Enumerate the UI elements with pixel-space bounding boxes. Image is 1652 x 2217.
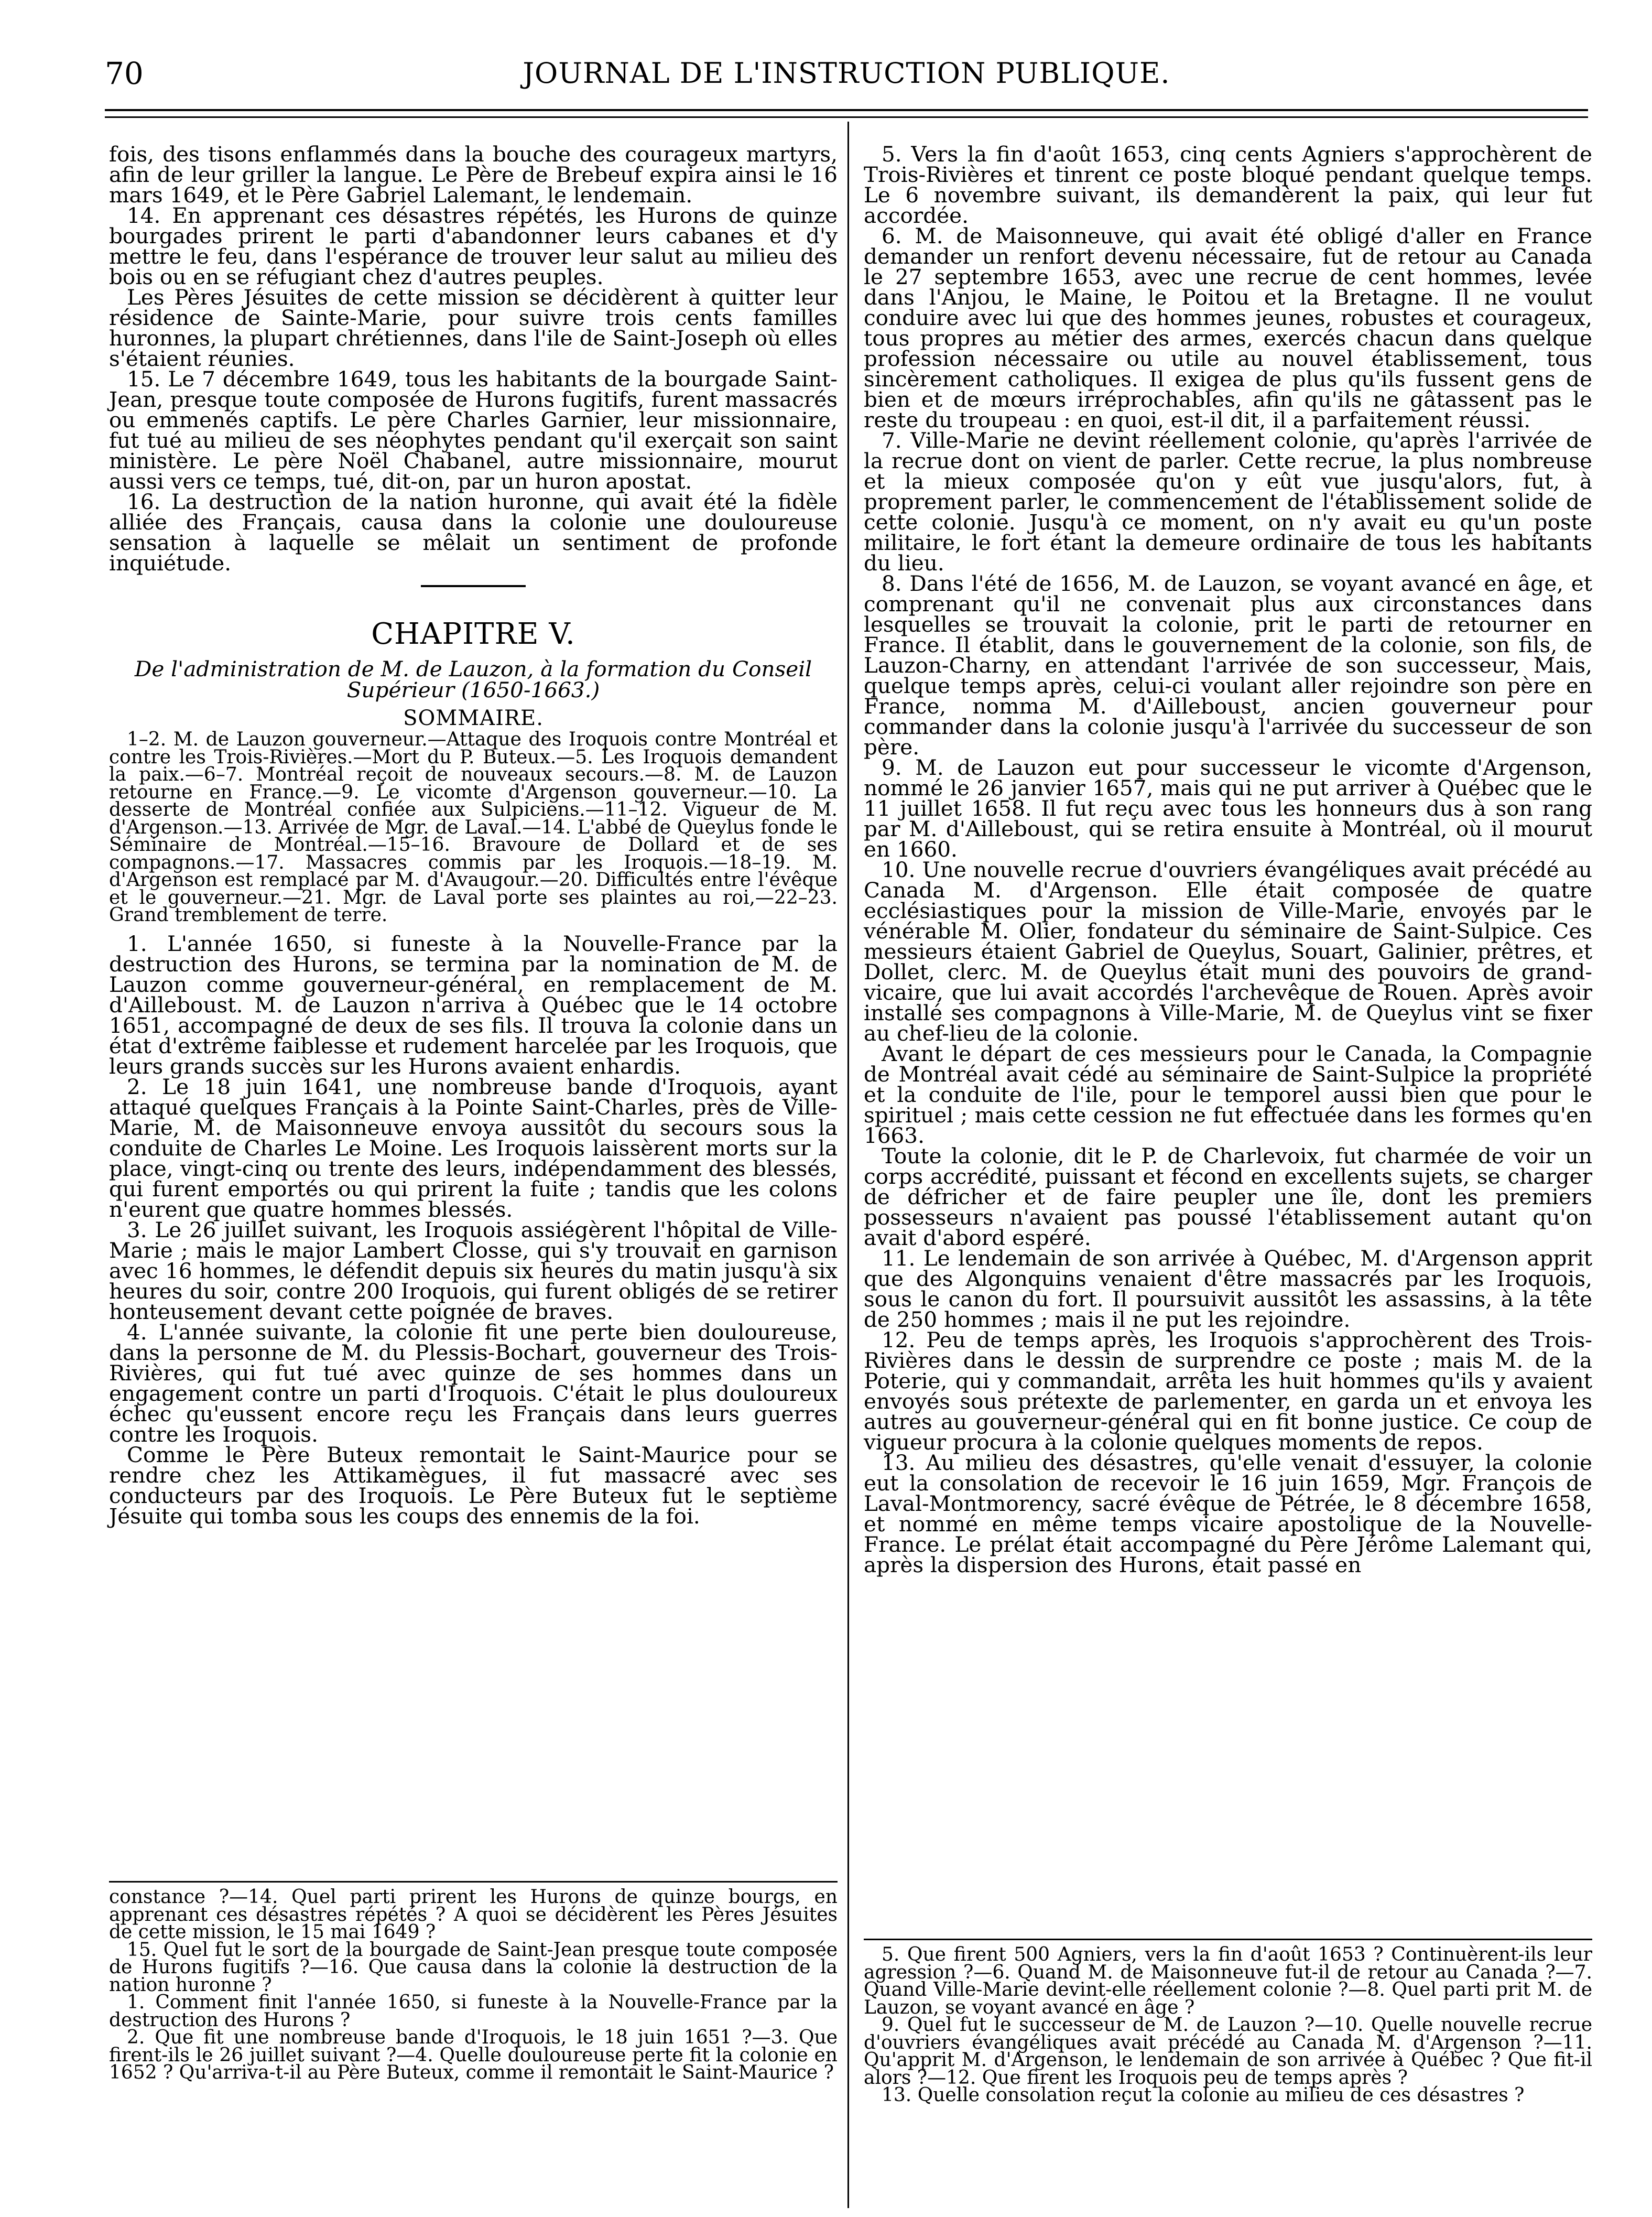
question: constance ?—14. Quel parti prirent les Hurons de quinze bourgs, en apprenant ces désastres répétés ? A quoi se décidèrent les Pères Jésuites de cette mission, le 15 mai 1649 ? — [109, 1886, 838, 1943]
question: 1. Comment finit l'année 1650, si funeste à la Nouvelle-France par la destruction des Hurons ? — [109, 1992, 838, 2031]
paragraph: 16. La destruction de la nation huronne, qui avait été la fidèle alliée des Français, causa dans la colonie une douloureuse sensation à laquelle se mêlait un sentiment de profonde inquiétude. — [109, 489, 838, 576]
chapter-title: CHAPITRE V. — [371, 617, 575, 651]
question: 15. Quel fut le sort de la bourgade de Saint-Jean presque toute composée de Hurons fugitifs ?—16. Que causa dans la colonie la destruction de la nation huronne ? — [109, 1939, 838, 1996]
question: 5. Que firent 500 Agniers, vers la fin d'août 1653 ? Continuèrent-ils leur agression ?—6. Quand M. de Maisonneuve fut-il de retour au Canada ?—7. Quand Ville-Marie devint-elle réellement colonie ?—8. Quel parti prit M. de Lauzon, se voyant avancé en âge ? — [864, 1944, 1592, 2018]
paragraph: 12. Peu de temps après, les Iroquois s'approchèrent des Trois-Rivières dans le dessin de surprendre ce poste ; mais M. de la Poterie, qui y commandait, arrêta les huit hommes qu'ils y avaient envoyés sous prétexte de parlementer, en garda un et envoya les autres au gouverneur-général qui en fit bonne justice. Ce coup de vigueur procura à la colonie quelques moments de repos. — [864, 1327, 1592, 1455]
left-column — [109, 144, 838, 1527]
page-header — [105, 52, 1588, 94]
chapter-subtitle: De l'administration de M. de Lauzon, à la formation du Conseil Supérieur (1650-1663.) — [134, 656, 812, 702]
paragraph: 3. Le 26 juillet suivant, les Iroquois assiégèrent l'hôpital de Ville-Marie ; mais le major Lambert Closse, qui s'y trouvait en garnison avec 16 hommes, le défendit depuis six heures du matin jusqu'à six heures du soir, contre 200 Iroquois, qui furent obligés de se retirer honteusement devant cette poignée de braves. — [109, 1217, 838, 1324]
sommaire-text: 1–2. M. de Lauzon gouverneur.—Attaque des Iroquois contre Montréal et contre les Trois-Rivières.—Mort du P. Buteux.—5. Les Iroquois demandent la paix.—6–7. Montréal reçoit de nouveaux secours.—8. M. de Lauzon retourne en France.—9. Le vicomte d'Argenson gouverneur.—10. La desserte de Montréal confiée aux Sulpiciens.—11–12. Vigueur de M. d'Argenson.—13. Arrivée de Mgr. de Laval.—14. L'abbé de Queylus fonde le Séminaire de Montréal.—15–16. Bravoure de Dollard et de ses compagnons.—17. Massacres commis par les Iroquois.—18–19. M. d'Argenson est remplacé par M. d'Avaugour.—20. Difficultés entre l'évêque et le gouverneur.—21. Mgr. de Laval porte ses plaintes au roi,—22–23. Grand tremblement de terre. — [109, 729, 838, 926]
question: 13. Quelle consolation reçut la colonie au milieu de ces désastres ? — [882, 2084, 1525, 2106]
sommaire-title: SOMMAIRE. — [403, 706, 544, 730]
paragraph: 15. Le 7 décembre 1649, tous les habitants de la bourgade Saint-Jean, presque toute composée de Hurons fugitifs, furent massacrés ou emmenés captifs. Le père Charles Garnier, leur missionnaire, fut tué au milieu de ses néophytes pendant qu'il exerçait son saint ministère. Le père Noël Chabanel, autre missionnaire, mourut aussi vers ce temps, tué, dit-on, par un huron apostat. — [109, 366, 838, 494]
paragraph: 8. Dans l'été de 1656, M. de Lauzon, se voyant avancé en âge, et comprenant qu'il ne convenait plus aux circonstances dans lesquelles se trouvait la colonie, prit le parti de retourner en France. Il établit, dans le gouvernement de la colonie, son fils, de Lauzon-Charny, en attendant l'arrivée de son successeur, Mais, quelque temps après, celui-ci voulant aller rejoindre son père en France, nomma M. d'Ailleboust, ancien gouverneur pour commander dans la colonie jusqu'à l'arrivée du successeur de son père. — [864, 571, 1592, 760]
section-separator — [421, 585, 526, 587]
questions-rule-right — [864, 1939, 1592, 1940]
page-number: 70 — [105, 56, 144, 91]
paragraph: fois, des tisons enflammés dans la bouche des courageux martyrs, afin de leur griller la langue. Le Père de Brebeuf expira ainsi le 16 mars 1649, et le Père Gabriel Lalemant, le lendemain. — [109, 142, 838, 208]
right-column — [864, 144, 1592, 1575]
journal-title: JOURNAL DE L'INSTRUCTION PUBLIQUE. — [523, 57, 1170, 90]
paragraph: 13. Au milieu des désastres, qu'elle venait d'essuyer, la colonie eut la consolation de recevoir le 16 juin 1659, Mgr. François de Laval-Montmorency, sacré évêque de Pétrée, le 8 décembre 1658, et nommé en même temps vicaire apostolique de la Nouvelle-France. Le prélat était accompagné du Père Jérôme Lalemant qui, après la dispersion des Hurons, était passé en — [864, 1450, 1592, 1577]
paragraph: 9. M. de Lauzon eut pour successeur le vicomte d'Argenson, nommé le 26 janvier 1657, mais qui ne put arriver à Québec que le 11 juillet 1658. Il fut reçu avec tous les honneurs dus à son rang par M. d'Ailleboust, qui se retira ensuite à Montréal, où il mourut en 1660. — [864, 755, 1592, 862]
header-rule-top — [105, 109, 1588, 111]
paragraph: 11. Le lendemain de son arrivée à Québec, M. d'Argenson apprit que des Algonquins venaient d'être massacrés par les Iroquois, sous le canon du fort. Il poursuivit aussitôt les assassins, à la tête de 250 hommes ; mais il ne put les rejoindre. — [864, 1246, 1592, 1332]
paragraph: 7. Ville-Marie ne devint réellement colonie, qu'après l'arrivée de la recrue dont on vient de parler. Cette recrue, la plus nombreuse et la mieux composée qu'on y eût vue jusqu'alors, fut, à proprement parler, le commencement de l'établissement solide de cette colonie. Jusqu'à ce moment, on n'y avait eu qu'un poste militaire, le fort étant la demeure ordinaire de tous les habitants du lieu. — [864, 428, 1592, 576]
left-questions — [109, 1888, 838, 2082]
paragraph: 10. Une nouvelle recrue d'ouvriers évangéliques avait précédé au Canada M. d'Argenson. Elle était composée de quatre ecclésiastiques pour la mission de Ville-Marie, envoyés par le vénérable M. Olier, fondateur du séminaire de Saint-Sulpice. Ces messieurs étaient Gabriel de Queylus, Souart, Galinier, prêtres, et Dollet, clerc. M. de Queylus était muni des pouvoirs de grand-vicaire, que lui avait accordés l'archevêque de Rouen. Après avoir installé ses compagnons à Ville-Marie, M. de Queylus vint se fixer au chef-lieu de la colonie. — [864, 857, 1592, 1046]
paragraph: 1. L'année 1650, si funeste à la Nouvelle-France par la destruction des Hurons, se termina par la nomination de M. de Lauzon comme gouverneur-général, en remplacement de M. d'Ailleboust. M. de Lauzon n'arriva à Québec que le 14 octobre 1651, accompagné de deux de ses fils. Il trouva la colonie dans un état d'extrême faiblesse et rudement harcelée par les Iroquois, que leurs grands succès sur les Hurons avaient enhardis. — [109, 931, 838, 1079]
paragraph: Avant le départ de ces messieurs pour le Canada, la Compagnie de Montréal avait cédé au séminaire de Saint-Sulpice la propriété et la conduite de l'ile, pour le temporel aussi bien que pour le spirituel ; mais cette cession ne fut effectuée dans les formes qu'en 1663. — [864, 1041, 1592, 1148]
paragraph: 4. L'année suivante, la colonie fit une perte bien douloureuse, dans la personne de M. du Plessis-Bochart, gouverneur des Trois-Rivières, qui fut tué avec quinze de ses hommes dans un engagement contre un parti d'Iroquois. C'était le plus douloureux échec qu'eussent encore reçu les Français dans leurs guerres contre les Iroquois. — [109, 1319, 838, 1447]
paragraph: Les Pères Jésuites de cette mission se décidèrent à quitter leur résidence de Sainte-Marie, pour suivre trois cents familles huronnes, la plupart chrétiennes, dans l'ile de Saint-Joseph où elles s'étaient réunies. — [109, 285, 838, 371]
paragraph: Comme le Père Buteux remontait le Saint-Maurice pour se rendre chez les Attikamègues, il fut massacré avec ses conducteurs par des Iroquois. Le Père Buteux fut le septième Jésuite qui tomba sous les coups des ennemis de la foi. — [109, 1442, 838, 1529]
paragraph: 14. En apprenant ces désastres répétés, les Hurons de quinze bourgades prirent le parti d'abandonner leurs cabanes et d'y mettre le feu, dans l'espérance de trouver leur salut au milieu des bois ou en se réfugiant chez d'autres peuples. — [109, 203, 838, 289]
paragraph: 6. M. de Maisonneuve, qui avait été obligé d'aller en France demander un renfort devenu nécessaire, fut de retour au Canada le 27 septembre 1653, avec une recrue de cent hommes, levée dans l'Anjou, le Maine, le Poitou et la Bretagne. Il ne voulut conduire avec lui que des hommes jeunes, robustes et courageux, tous propres au métier des armes, exercés chacun dans quelque profession nécessaire ou utile au nouvel établissement, tous sincèrement catholiques. Il exigea de plus qu'ils fussent gens de bien et de mœurs irréprochables, afin qu'ils ne gâtassent pas le reste du troupeau : en quoi, est-il dit, il a parfaitement réussi. — [864, 223, 1592, 432]
paragraph: 5. Vers la fin d'août 1653, cinq cents Agniers s'approchèrent de Trois-Rivières et tinrent ce poste bloqué pendant quelque temps. Le 6 novembre suivant, ils demandèrent la paix, qui leur fut accordée. — [864, 142, 1592, 228]
paragraph: 2. Le 18 juin 1641, une nombreuse bande d'Iroquois, ayant attaqué quelques Français à la Pointe Saint-Charles, près de Ville-Marie, M. de Maisonneuve envoya aussitôt du secours sous la conduite de Charles Le Moine. Les Iroquois laissèrent morts sur la place, vingt-cinq ou trente des leurs, indépendamment des blessés, qui furent emportés ou qui prirent la fuite ; tandis que les colons n'eurent que quatre hommes blessés. — [109, 1074, 838, 1222]
question: 2. Que fit une nombreuse bande d'Iroquois, le 18 juin 1651 ?—3. Que firent-ils le 26 juillet suivant ?—4. Quelle douloureuse perte fit la colonie en 1652 ? Qu'arriva-t-il au Père Buteux, comme il remontait le Saint-Maurice ? — [109, 2027, 838, 2083]
paragraph: Toute la colonie, dit le P. de Charlevoix, fut charmée de voir un corps accrédité, puissant et fécond en excellents sujets, se charger de défricher et de faire peupler une île, dont les premiers possesseurs n'avaient pas poussé l'établissement autant qu'on avait d'abord espéré. — [864, 1143, 1592, 1250]
question: 9. Quel fut le successeur de M. de Lauzon ?—10. Quelle nouvelle recrue d'ouvriers évangéliques avait précédé au Canada M. d'Argenson ?—11. Qu'apprit M. d'Argenson, le lendemain de son arrivée à Québec ? Que fit-il alors ?—12. Que firent les Iroquois peu de temps après ? — [864, 2014, 1592, 2089]
right-questions — [864, 1946, 1592, 2104]
header-rule-bottom — [105, 116, 1588, 118]
column-divider — [847, 122, 849, 2208]
questions-rule-left — [109, 1881, 838, 1883]
